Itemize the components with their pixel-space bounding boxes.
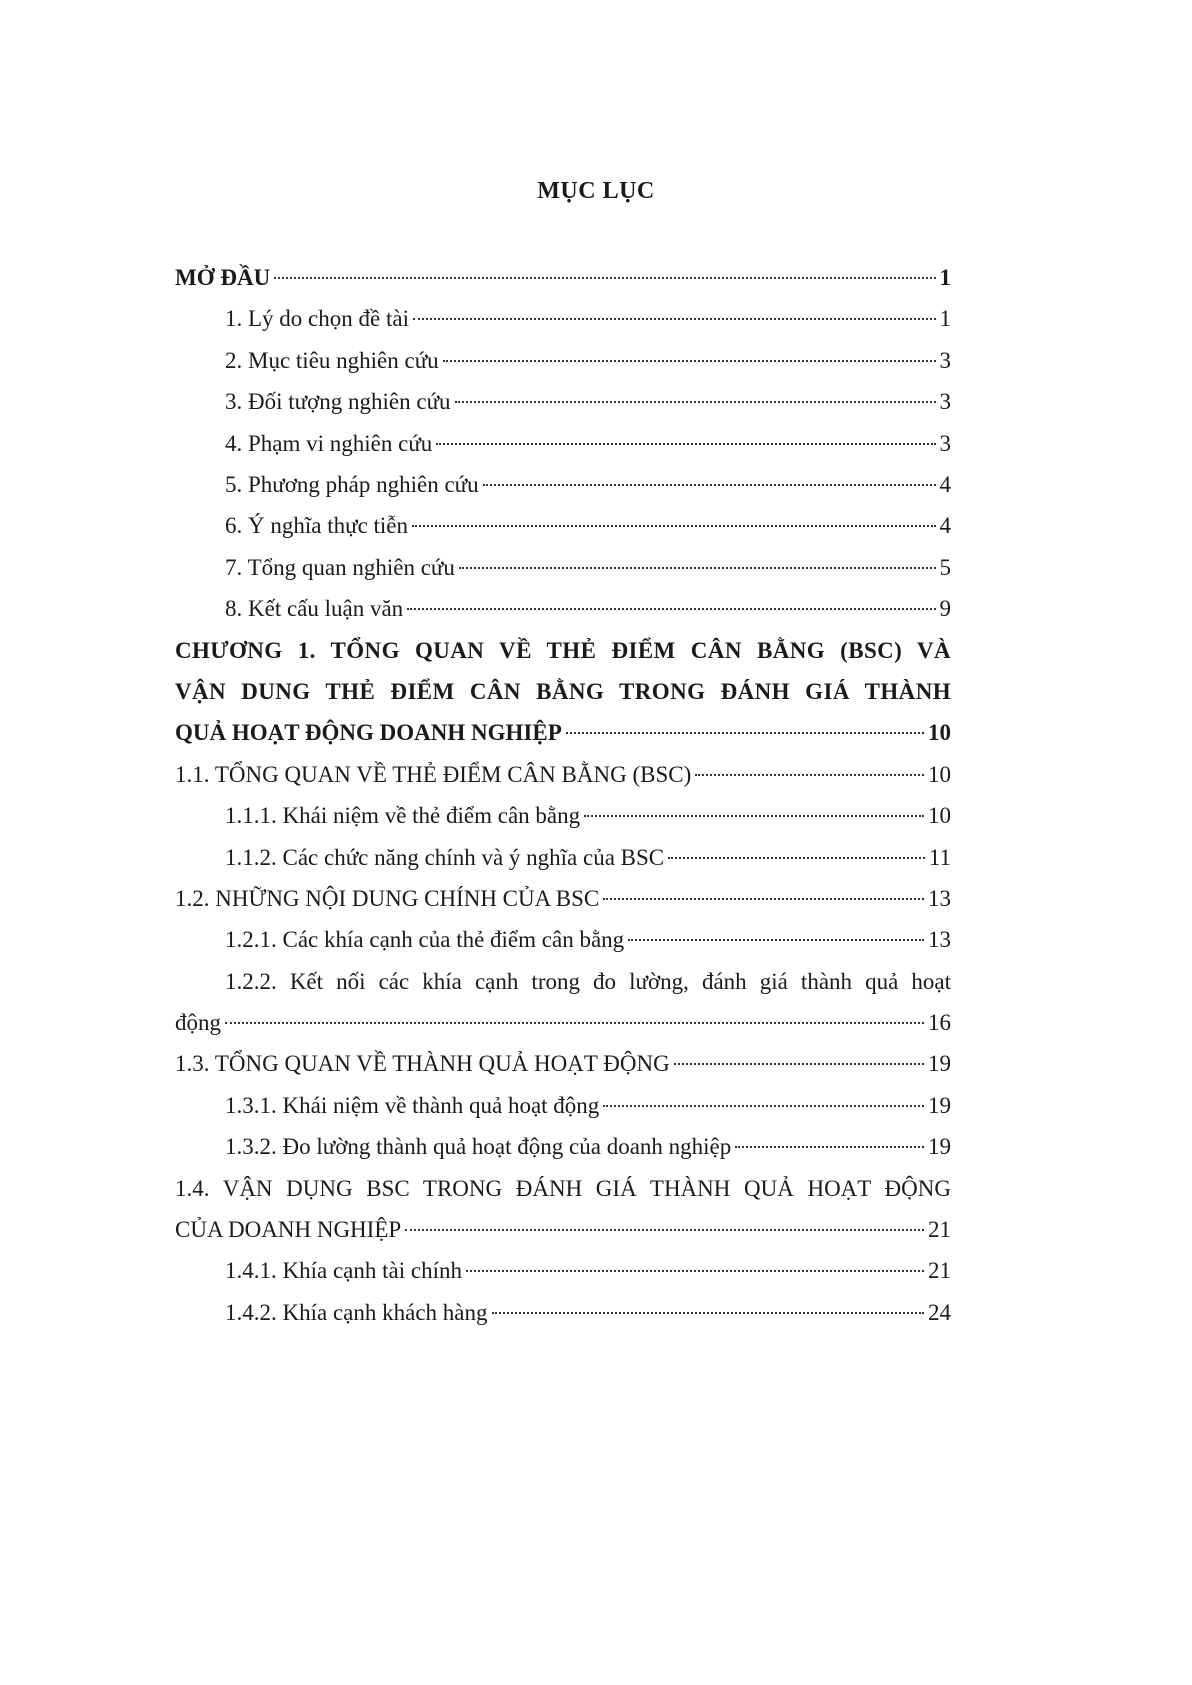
toc-entry-label: CỦA DOANH NGHIỆP: [175, 1217, 402, 1243]
toc-page-number: 9: [939, 596, 951, 622]
toc-entry-label: động: [175, 1010, 221, 1036]
toc-entry-section-1-3-1[interactable]: [175, 1085, 951, 1126]
toc-page-number: 21: [928, 1217, 951, 1243]
toc-entry-label: QUẢ HOẠT ĐỘNG DOANH NGHIỆP: [175, 720, 562, 746]
dot-leader: [492, 1312, 924, 1314]
toc-entry-label: 1.1.1. Khái niệm về thẻ điểm cân bằng: [225, 803, 581, 829]
toc-entry-label: 8. Kết cấu luận văn: [225, 596, 404, 622]
dot-leader: [466, 1270, 924, 1272]
toc-entry-section-1-1-2[interactable]: [175, 837, 951, 878]
dot-leader: [695, 774, 924, 776]
dot-leader: [674, 1063, 924, 1065]
toc-entry-label: 1.2.1. Các khía cạnh của thẻ điểm cân bằng: [225, 927, 625, 953]
page-title: MỤC LỤC: [537, 178, 655, 204]
dot-leader: [603, 1105, 924, 1107]
dot-leader: [735, 1146, 924, 1148]
toc-entry-label: 1.1.2. Các chức năng chính và ý nghĩa của BSC: [225, 844, 665, 870]
toc-entry-section-1-2[interactable]: [175, 878, 951, 919]
dot-leader: [274, 277, 935, 279]
toc-entry-line: CHƯƠNG 1. TỔNG QUAN VỀ THẺ ĐIỂM CÂN BẰNG (BSC) VÀ: [175, 637, 951, 663]
dot-leader: [566, 732, 924, 734]
toc-entry-label: 4. Phạm vi nghiên cứu: [225, 430, 433, 456]
toc-entry-intro-6[interactable]: [175, 505, 951, 546]
dot-leader: [628, 939, 924, 941]
toc-page-number: 10: [928, 761, 951, 787]
toc-entry-intro-2[interactable]: [175, 340, 951, 381]
toc-entry-label: 1.3. TỔNG QUAN VỀ THÀNH QUẢ HOẠT ĐỘNG: [175, 1051, 670, 1077]
toc-page-number: 21: [928, 1258, 951, 1284]
dot-leader: [603, 898, 924, 900]
toc-entry-intro-7[interactable]: [175, 547, 951, 588]
dot-leader: [459, 567, 936, 569]
toc-entry-section-1-2-1[interactable]: [175, 919, 951, 960]
toc-page-number: 19: [928, 1051, 951, 1077]
toc-entry-section-1-4[interactable]: [175, 1168, 951, 1251]
toc-page-number: 10: [928, 803, 951, 829]
toc-entry-label: 1.4.2. Khía cạnh khách hàng: [225, 1299, 488, 1325]
toc-entry-label: 2. Mục tiêu nghiên cứu: [225, 347, 439, 373]
toc-entry-line: 1.4. VẬN DỤNG BSC TRONG ĐÁNH GIÁ THÀNH QUẢ HOẠT ĐỘNG: [175, 1175, 951, 1201]
toc-entry-label: 6. Ý nghĩa thực tiễn: [225, 513, 409, 539]
dot-leader: [405, 1229, 924, 1231]
toc-entry-section-1-1-1[interactable]: [175, 795, 951, 836]
toc-entry-intro-8[interactable]: [175, 588, 951, 629]
dot-leader: [407, 608, 935, 610]
table-of-contents: [175, 257, 951, 1333]
toc-page-number: 19: [928, 1092, 951, 1118]
toc-entry-section-1-3-2[interactable]: [175, 1126, 951, 1167]
dot-leader: [443, 360, 936, 362]
dot-leader: [483, 484, 936, 486]
toc-entry-label: 1.2. NHỮNG NỘI DUNG CHÍNH CỦA BSC: [175, 885, 600, 911]
toc-page-number: 19: [928, 1134, 951, 1160]
dot-leader: [668, 857, 925, 859]
toc-page-number: 13: [928, 927, 951, 953]
toc-entry-chapter-1[interactable]: [175, 630, 951, 754]
toc-entry-line: VẬN DUNG THẺ ĐIỂM CÂN BẰNG TRONG ĐÁNH GIÁ THÀNH: [175, 678, 951, 704]
dot-leader: [412, 525, 935, 527]
toc-entry-introduction[interactable]: [175, 257, 951, 298]
toc-entry-label: 1.4.1. Khía cạnh tài chính: [225, 1258, 462, 1284]
toc-entry-section-1-4-2[interactable]: [175, 1292, 951, 1333]
toc-page-number: 1: [939, 306, 951, 332]
toc-page-number: 3: [939, 389, 951, 415]
toc-page-number: 3: [939, 430, 951, 456]
toc-entry-label: 5. Phương pháp nghiên cứu: [225, 471, 479, 497]
toc-page-number: 4: [939, 513, 951, 539]
toc-entry-line: 1.2.2. Kết nối các khía cạnh trong đo lường, đánh giá thành quả hoạt: [225, 968, 951, 994]
toc-page-number: 4: [939, 471, 951, 497]
toc-entry-label: 1.3.2. Đo lường thành quả hoạt động của doanh nghiệp: [225, 1134, 732, 1160]
dot-leader: [413, 318, 936, 320]
dot-leader: [436, 443, 935, 445]
toc-page-number: 3: [939, 347, 951, 373]
toc-entry-label: 1.1. TỔNG QUAN VỀ THẺ ĐIỂM CÂN BẰNG (BSC): [175, 761, 692, 787]
dot-leader: [225, 1022, 924, 1024]
toc-entry-label: MỞ ĐẦU: [175, 265, 271, 290]
toc-entry-section-1-4-1[interactable]: [175, 1250, 951, 1291]
toc-page-number: 5: [939, 554, 951, 580]
toc-entry-label: 3. Đối tượng nghiên cứu: [225, 389, 451, 415]
toc-entry-intro-4[interactable]: [175, 423, 951, 464]
toc-page-number: 13: [928, 885, 951, 911]
toc-entry-section-1-1[interactable]: [175, 754, 951, 795]
toc-entry-label: 1. Lý do chọn đề tài: [225, 306, 409, 332]
toc-entry-intro-5[interactable]: [175, 464, 951, 505]
toc-page-number: 11: [928, 844, 951, 870]
toc-entry-section-1-3[interactable]: [175, 1043, 951, 1084]
toc-entry-section-1-2-2[interactable]: [175, 961, 951, 1044]
dot-leader: [455, 401, 936, 403]
toc-page-number: 24: [928, 1299, 951, 1325]
toc-entry-intro-3[interactable]: [175, 381, 951, 422]
toc-entry-intro-1[interactable]: [175, 298, 951, 339]
toc-page-number: 1: [939, 265, 951, 290]
toc-entry-label: 7. Tổng quan nghiên cứu: [225, 554, 455, 580]
toc-page-number: 16: [928, 1010, 951, 1036]
dot-leader: [584, 815, 924, 817]
toc-entry-label: 1.3.1. Khái niệm về thành quả hoạt động: [225, 1092, 600, 1118]
toc-page-number: 10: [928, 720, 951, 746]
